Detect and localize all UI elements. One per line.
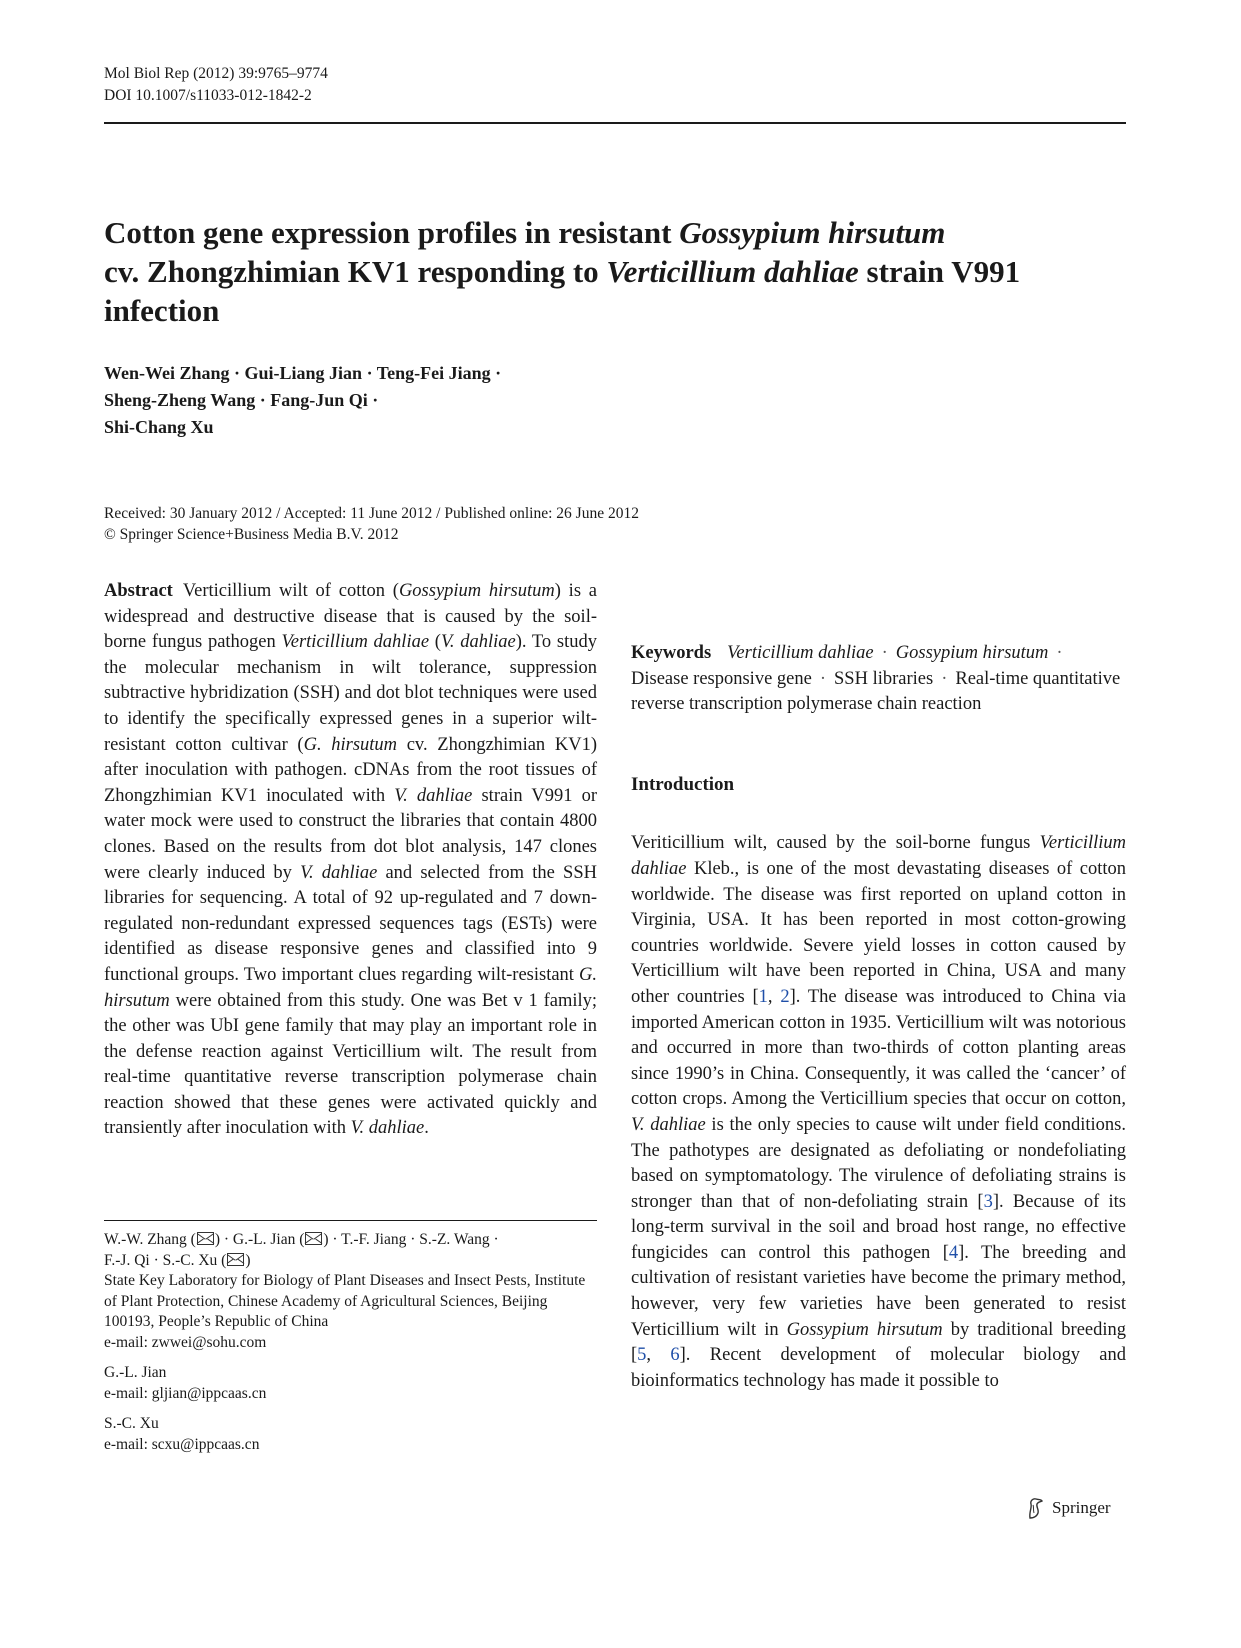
aff-text: ) · G.-L. Jian ( <box>214 1231 305 1248</box>
right-column <box>631 579 1126 1394</box>
springer-horse-icon <box>1024 1496 1046 1520</box>
aff-text: W.-W. Zhang ( <box>104 1231 196 1248</box>
citation-link[interactable]: 1 <box>758 986 768 1007</box>
envelope-icon <box>305 1232 322 1245</box>
title-text: cv. Zhongzhimian KV1 responding to <box>104 254 607 289</box>
abstract-text: V. dahliae <box>394 785 473 806</box>
abstract-text: V. dahliae <box>350 1118 425 1139</box>
title-text: Cotton gene expression profiles in resistant <box>104 215 680 250</box>
keyword-separator: · <box>941 668 948 689</box>
email-link[interactable]: e-mail: scxu@ippcaas.cn <box>104 1435 260 1453</box>
abstract-text: and selected from the SSH libraries for sequencing. A total of 92 up-regulated and 7 down-regulated non-redundant expressed sequences tags (ESTs) were identified as disease responsive genes and classified into 9 functional groups. Two important clues regarding wilt-resistant <box>104 862 597 985</box>
article-title <box>104 213 1104 330</box>
header-rule <box>104 122 1126 124</box>
intro-text: , <box>646 1345 671 1366</box>
intro-text: Kleb., is one of the most devastating diseases of cotton worldwide. The disease was first reported on upland cotton in Virginia, USA. It has been reported in most cotton-growing countries worldwide. Severe yield losses in cotton caused by Verticillium wilt have been reported in China, USA and many other countries [ <box>631 858 1126 1007</box>
envelope-icon <box>227 1253 244 1266</box>
journal-header <box>104 63 328 107</box>
intro-text: V. dahliae <box>631 1114 706 1135</box>
abstract-text: Verticillium dahliae <box>281 632 430 653</box>
aff-text: ) · T.-F. Jiang · S.-Z. Wang · <box>323 1231 499 1248</box>
intro-text: ]. Recent development of molecular biology and bioinformatics technology has made it possible to <box>631 1345 1126 1391</box>
abstract-text: strain V991 or water mock were used to construct the libraries that contain 4800 clones. Based on the results from dot blot analysis, 147 clones were clearly induced by <box>104 785 597 883</box>
keyword: SSH libraries <box>834 668 934 689</box>
intro-text: ]. Because of its long-term survival in the soil and broad host range, no effective fungicides can control this pathogen [ <box>631 1191 1126 1263</box>
keywords-label: Keywords <box>631 643 712 663</box>
author-name: G.-L. Jian <box>104 1364 167 1381</box>
keyword-separator: · <box>881 643 888 663</box>
intro-text: ]. The disease was introduced to China via imported American cotton in 1935. Verticillium wilt was notorious and occurred in more than two-thirds of cotton planting areas since 1990’s in China. Consequently, it was called the ‘cancer’ of cotton crops. Among the Verticillium species that occur on cotton, <box>631 986 1126 1110</box>
abstract-text: cv. Zhongzhimian KV1) after inoculation with pathogen. cDNAs from the root tissues of Zhongzhimian KV1 inoculated with <box>104 734 597 806</box>
abstract <box>104 579 597 1142</box>
abstract-text: G. hirsutum <box>104 964 597 1011</box>
abstract-label: Abstract <box>104 581 173 601</box>
intro-text: is the only species to cause wilt under field conditions. The pathotypes are designated as defoliating or nondefoliating based on symptomatology. The virulence of defoliating strains is stronger than that of non-defoliating strain [ <box>631 1114 1126 1212</box>
author-line: Sheng-Zheng Wang · Fang-Jun Qi · <box>104 390 379 410</box>
intro-text: Verticillium dahliae <box>631 833 1126 879</box>
abstract-text: ) is a widespread and destructive disease that is caused by the soil-borne fungus pathogen <box>104 581 598 653</box>
publisher-name: Springer <box>1052 1498 1111 1517</box>
introduction-body <box>631 831 1126 1394</box>
section-heading: Introduction <box>631 773 735 795</box>
citation-link[interactable]: 2 <box>780 986 790 1007</box>
intro-text: Gossypium hirsutum <box>786 1319 943 1340</box>
keyword-separator: · <box>1056 643 1063 663</box>
citation-link[interactable]: 3 <box>983 1191 993 1212</box>
email-link[interactable]: e-mail: zwwei@sohu.com <box>104 1333 267 1351</box>
email-link[interactable]: e-mail: gljian@ippcaas.cn <box>104 1384 267 1402</box>
envelope-icon <box>197 1232 214 1245</box>
author-affiliation <box>104 1230 597 1455</box>
abstract-text: . <box>424 1118 429 1139</box>
abstract-text: ( <box>429 632 441 653</box>
author-line: Wen-Wei Zhang · Gui-Liang Jian · Teng-Fei Jiang · <box>104 363 502 383</box>
title-species: Verticillium dahliae <box>606 254 859 289</box>
keyword-separator: · <box>819 668 826 689</box>
abstract-text: were obtained from this study. One was Bet v 1 family; the other was UbI gene family that may play an important role in the defense reaction against Verticillium wilt. The result from real-time quantitative reverse transcription polymerase chain reaction showed that these genes were activated quickly and transiently after inoculation with <box>104 990 597 1139</box>
author-list <box>104 360 664 441</box>
intro-text: ]. The breeding and cultivation of resistant varieties have become the primary method, however, very few varieties have been generated to resist Verticillium wilt in <box>631 1242 1126 1340</box>
aff-text: F.-J. Qi · S.-C. Xu ( <box>104 1251 227 1269</box>
abstract-text: G. hirsutum <box>303 734 398 755</box>
journal-citation: Mol Biol Rep (2012) 39:9765–9774 <box>104 65 328 82</box>
abstract-text: V. dahliae <box>440 632 516 653</box>
keyword: Real-time quantitative reverse transcription polymerase chain reaction <box>631 668 1121 715</box>
abstract-text: ). To study the molecular mechanism in wilt tolerance, suppression subtractive hybridization (SSH) and dot blot techniques were used to identify the specifically expressed genes in a superior wilt-resistant cotton cultivar ( <box>104 632 597 755</box>
keyword: Gossypium hirsutum <box>895 643 1049 663</box>
intro-text: , <box>767 986 781 1007</box>
doi: DOI 10.1007/s11033-012-1842-2 <box>104 87 312 104</box>
citation-link[interactable]: 4 <box>948 1242 959 1263</box>
aff-text: ) <box>245 1251 251 1269</box>
publisher-footer <box>1024 1496 1111 1520</box>
received-accepted-line: Received: 30 January 2012 / Accepted: 11 June 2012 / Published online: 26 June 2012 <box>104 505 639 522</box>
institution: State Key Laboratory for Biology of Plant Diseases and Insect Pests, Institute of Plant Protection, Chinese Academy of Agricultural Sciences, Beijing 100193, People’s Republic of China <box>104 1272 586 1330</box>
corresponding-authors <box>104 1230 597 1271</box>
keyword: Disease responsive gene <box>631 668 812 689</box>
abstract-text: Gossypium hirsutum <box>398 581 555 601</box>
abstract-text: V. dahliae <box>300 862 378 883</box>
abstract-text: Verticillium wilt of cotton ( <box>182 581 399 601</box>
author-name: S.-C. Xu <box>104 1415 159 1432</box>
intro-text: by traditional breeding [ <box>631 1319 1127 1366</box>
title-species: Gossypium hirsutum <box>679 215 946 250</box>
author-line: Shi-Chang Xu <box>104 417 214 437</box>
keywords <box>631 641 1126 718</box>
citation-link[interactable]: 6 <box>670 1345 680 1366</box>
title-text: strain V991 infection <box>104 254 1021 328</box>
publication-dates <box>104 503 639 545</box>
affiliation-rule <box>104 1220 597 1221</box>
copyright-line: © Springer Science+Business Media B.V. 2012 <box>104 526 399 543</box>
intro-text: Veriticillium wilt, caused by the soil-borne fungus <box>631 833 1040 854</box>
keyword: Verticillium dahliae <box>727 643 874 663</box>
citation-link[interactable]: 5 <box>637 1345 647 1366</box>
